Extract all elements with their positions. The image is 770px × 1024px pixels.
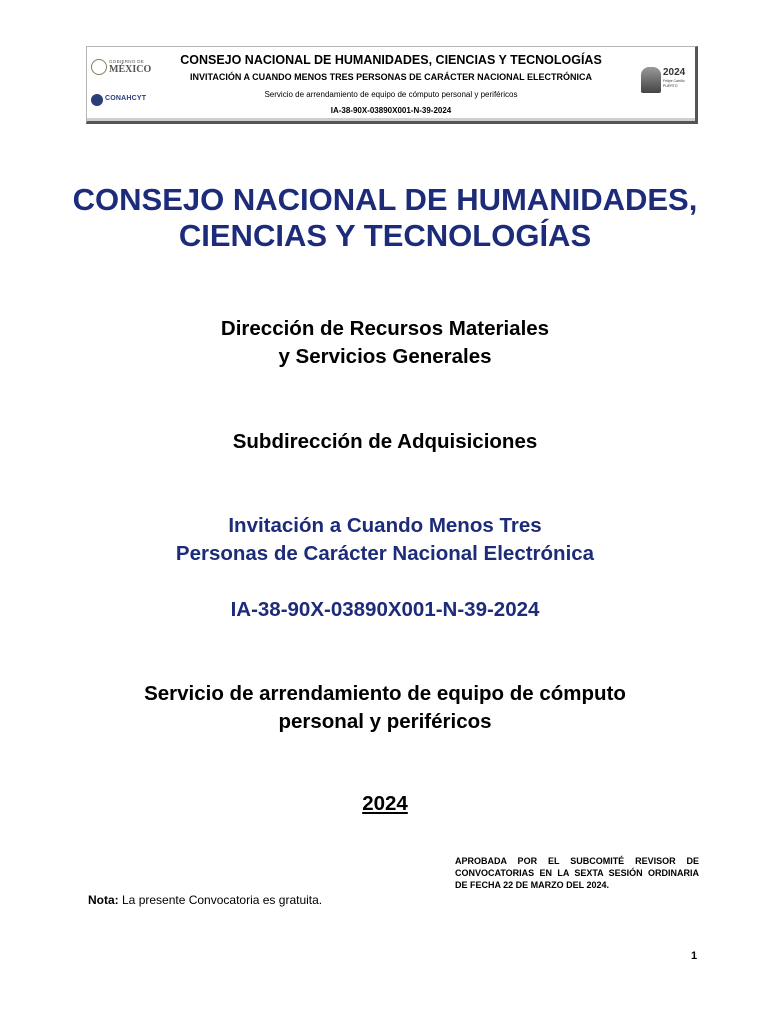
servicio-heading [0,680,770,736]
servicio-line-2: personal y periféricos [278,710,492,733]
header-bottom-divider [87,118,695,121]
document-year [0,790,770,818]
document-header [86,46,698,124]
direccion-heading [0,315,770,371]
logo-gob-main-text: MÉXICO [109,64,152,75]
procedure-code: IA-38-90X-03890X001-N-39-2024 [230,598,540,621]
nota-body: La presente Convocatoria es gratuita. [118,893,323,907]
nota-label: Nota: [88,893,119,907]
header-line-3: Servicio de arrendamiento de equipo de cómputo personal y periféricos [264,90,518,99]
page-title [0,182,770,254]
servicio-line-1: Servicio de arrendamiento de equipo de cómputo [144,682,626,705]
page-number: 1 [691,950,698,962]
logo-year-subtext: Felipe Carrillo PUERTO [663,79,685,88]
subdireccion-heading: Subdirección de Adquisiciones [232,430,538,453]
invitacion-line-2: Personas de Carácter Nacional Electrónica [175,542,595,565]
header-line-2: INVITACIÓN A CUANDO MENOS TRES PERSONAS DE CARÁCTER NACIONAL ELECTRÓNICA [189,72,593,82]
header-line-4: IA-38-90X-03890X001-N-39-2024 [330,106,452,115]
conahcyt-logo-text: CONAHCYT [105,95,147,102]
logo-gob-top-text: GOBIERNO DE [109,59,145,64]
logo-year-text: 2024 [663,67,686,78]
page-title-line-2: CIENCIAS Y TECNOLOGÍAS [178,218,592,253]
invitacion-line-1: Invitación a Cuando Menos Tres [228,514,542,537]
direccion-line-2: y Servicios Generales [278,345,492,368]
header-line-1: CONSEJO NACIONAL DE HUMANIDADES, CIENCIAS Y TECNOLOGÍAS [180,53,602,67]
page-title-line-1: CONSEJO NACIONAL DE HUMANIDADES, [72,182,698,217]
invitacion-heading [0,512,770,568]
document-year-text: 2024 [362,792,408,815]
direccion-line-1: Dirección de Recursos Materiales [220,317,550,340]
nota-text [88,893,322,907]
approval-note: APROBADA POR EL SUBCOMITÉ REVISOR DE CONVOCATORIAS EN LA SEXTA SESIÓN ORDINARIA DE FECHA 22 DE MARZO DEL 2024. [455,856,699,890]
